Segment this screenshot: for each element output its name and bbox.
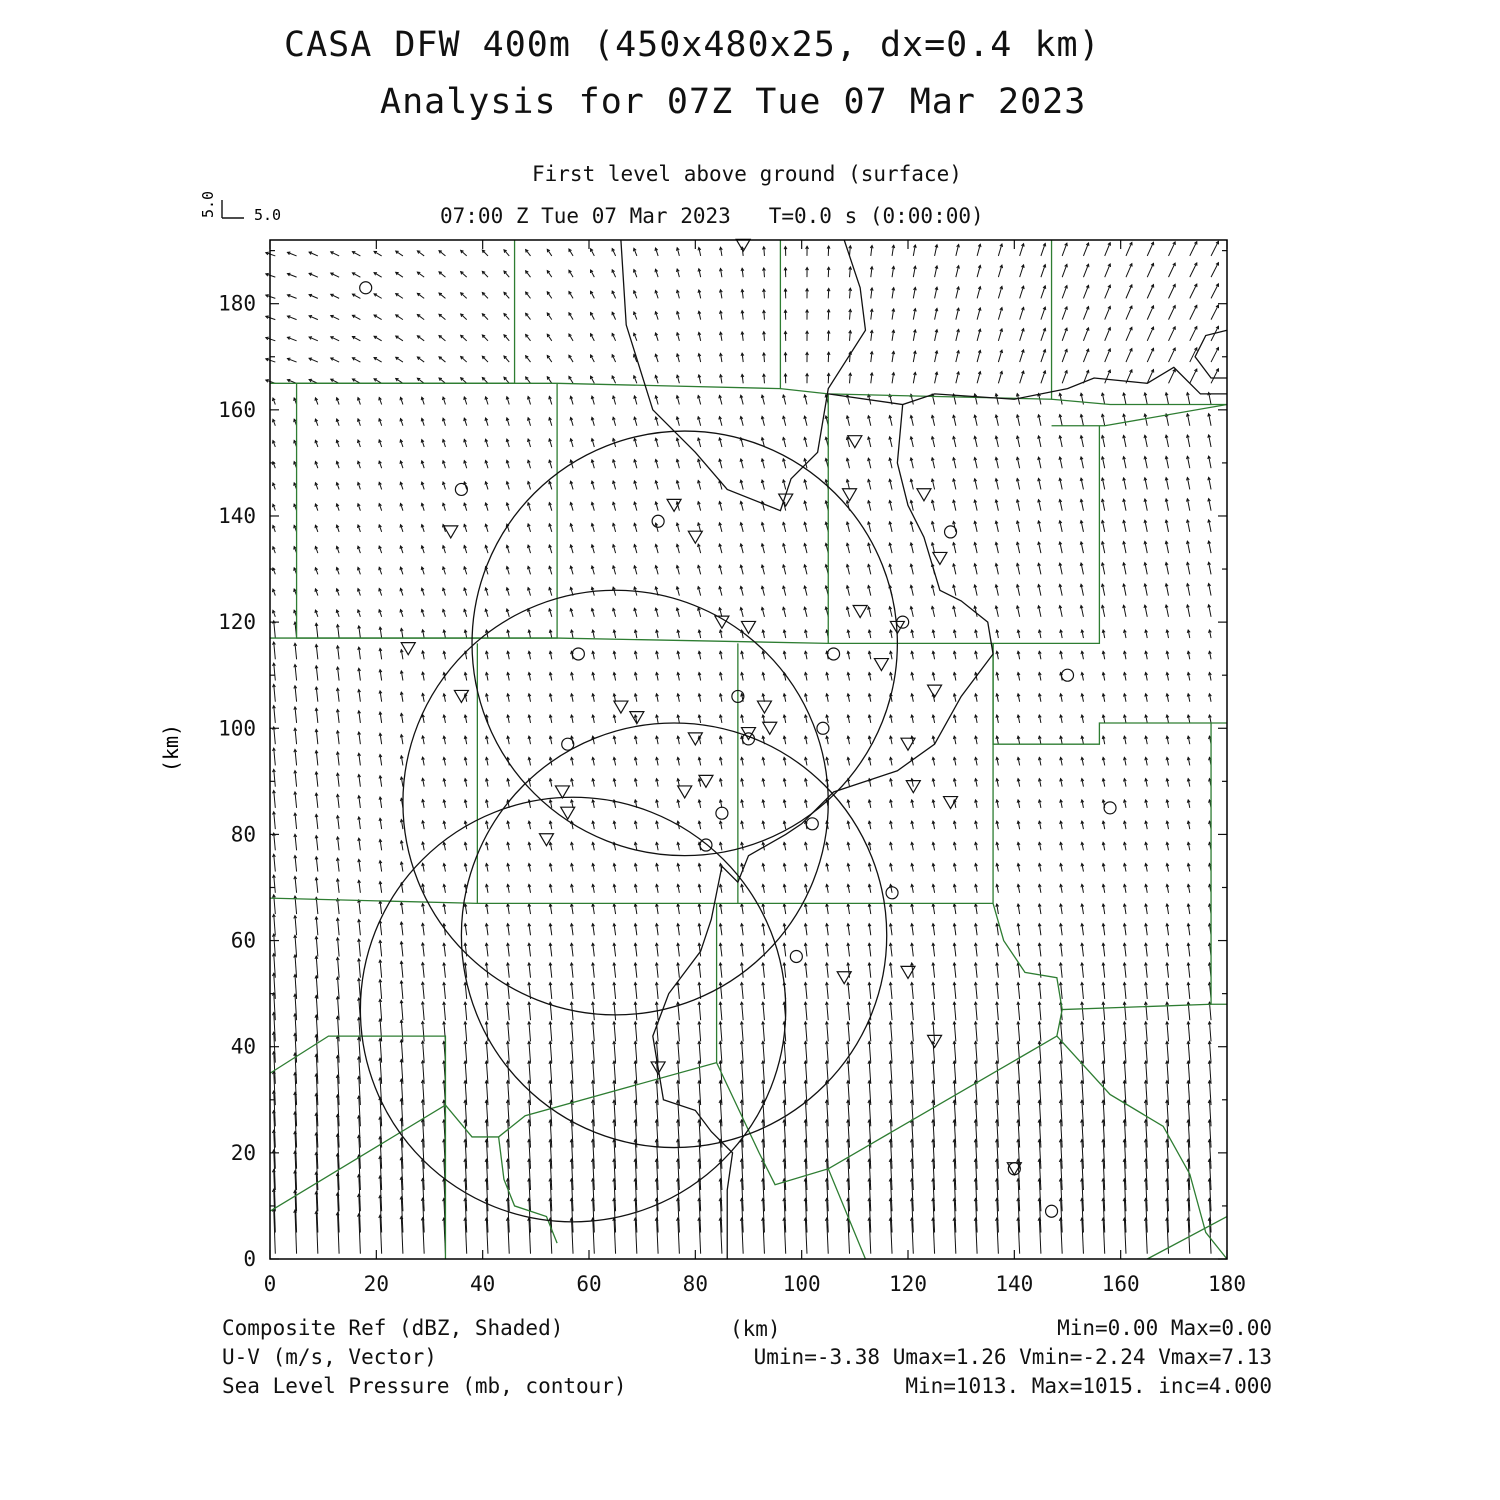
wind-vector [954, 1041, 956, 1062]
wind-vector [848, 1002, 850, 1020]
wind-vector [805, 1002, 807, 1020]
valid-time: 07:00 Z Tue 07 Mar 2023 T=0.0 s (0:00:00) [440, 204, 984, 228]
station-triangle [742, 621, 756, 633]
wind-vector [571, 1022, 573, 1042]
wind-vector [1082, 1041, 1084, 1062]
radar-ring [360, 797, 785, 1222]
wind-vector [699, 1002, 701, 1020]
wind-vector [593, 1041, 595, 1062]
wind-vector [720, 1041, 722, 1062]
wind-vector [763, 1002, 765, 1020]
wind-vector [1105, 349, 1110, 362]
wind-vector [1018, 1002, 1020, 1020]
wind-vector [635, 1022, 637, 1042]
wind-vector [1126, 264, 1132, 278]
station-triangle [757, 701, 771, 713]
wind-vector [805, 1022, 807, 1042]
wind-vector [1211, 263, 1218, 278]
wind-vector [1083, 349, 1088, 362]
wind-vector [401, 1001, 403, 1021]
wind-vector [763, 1041, 765, 1062]
wind-vector [1061, 1041, 1063, 1062]
wind-vector [593, 1002, 595, 1020]
wind-vector [635, 1041, 637, 1062]
wind-vector [1062, 264, 1067, 277]
wind-vector [1062, 286, 1067, 299]
wind-vector [1082, 1002, 1084, 1020]
wind-vector [1167, 1041, 1169, 1062]
wind-vector [1018, 1041, 1020, 1062]
wind-vector [614, 1022, 616, 1042]
wind-vector [976, 1041, 978, 1062]
wind-vector [699, 1022, 701, 1042]
wind-vector [1124, 1002, 1126, 1020]
wind-vector [1211, 241, 1218, 256]
wind-vector [1039, 1022, 1041, 1042]
wind-vector [1105, 243, 1110, 256]
wind-vector [401, 981, 403, 999]
wind-vector [699, 1041, 701, 1062]
field1-stats: Min=0.00 Max=0.00 [1057, 1316, 1272, 1340]
wind-vector [1169, 327, 1176, 341]
wind-vector [1105, 328, 1110, 341]
wind-vector [1188, 1041, 1190, 1062]
x-tick-label: 80 [682, 1272, 708, 1296]
wind-vector [550, 1022, 552, 1042]
wind-vector [529, 1041, 531, 1062]
wind-vector [720, 1022, 722, 1042]
x-tick-label: 40 [470, 1272, 496, 1296]
y-tick-label: 100 [218, 716, 256, 741]
wind-vector [1190, 242, 1197, 256]
wind-vector [997, 1002, 999, 1020]
wind-vector [1083, 328, 1088, 341]
wind-vector [1169, 263, 1176, 277]
wind-vector [1209, 1041, 1211, 1062]
station-triangle [853, 606, 867, 618]
wind-vector [1209, 1022, 1211, 1042]
wind-vector [571, 1041, 573, 1062]
wind-vector [1103, 1002, 1105, 1020]
station-triangle [736, 239, 750, 251]
y-tick-label: 0 [243, 1247, 256, 1271]
wind-vector [954, 1022, 956, 1042]
station-triangle [688, 531, 702, 543]
county-boundary [1052, 405, 1227, 426]
field2-stats: Umin=-3.38 Umax=1.26 Vmin=-2.24 Vmax=7.13 [753, 1345, 1272, 1369]
wind-vector [359, 978, 361, 999]
wind-vector [1083, 307, 1088, 320]
wind-vector [316, 956, 318, 978]
x-tick-label: 0 [263, 1272, 277, 1296]
wind-vector [912, 1022, 914, 1042]
y-tick-label: 160 [218, 397, 256, 422]
plot-frame [270, 240, 1227, 1259]
x-tick-label: 20 [363, 1272, 389, 1296]
wind-vector [1211, 369, 1218, 384]
field2-label: U-V (m/s, Vector) [222, 1345, 437, 1369]
y-axis-label: (km) [159, 723, 183, 773]
wind-vector [1190, 263, 1197, 277]
pressure-contours [621, 240, 1227, 1259]
wind-vector [1147, 306, 1153, 320]
wind-vector [742, 1022, 744, 1042]
wind-vector [1190, 369, 1197, 383]
wind-vector [784, 1041, 786, 1062]
station-circle [700, 839, 712, 851]
wind-vector [316, 917, 318, 935]
station-circle [897, 616, 909, 628]
y-tick-label: 140 [218, 503, 256, 528]
y-tick-label: 80 [230, 822, 256, 847]
wind-vector [1062, 349, 1067, 362]
county-boundary [1052, 399, 1227, 404]
wind-vector [529, 1022, 531, 1042]
wind-vector [274, 914, 276, 935]
wind-vector [465, 1002, 467, 1020]
wind-vector [423, 1021, 425, 1041]
wind-vector [444, 1002, 446, 1020]
wind-vector [529, 1002, 531, 1020]
wind-vector [997, 1041, 999, 1062]
wind-vector [869, 1022, 871, 1042]
wind-vector [890, 1041, 892, 1062]
wind-vector [1061, 1022, 1063, 1042]
level-subtitle: First level above ground (surface) [532, 162, 962, 186]
station-circle [716, 807, 728, 819]
station-triangle [848, 436, 862, 448]
wind-vector [1146, 1022, 1148, 1042]
station-circle [1062, 669, 1074, 681]
x-tick-label: 180 [1208, 1272, 1246, 1296]
wind-vector [338, 957, 340, 977]
wind-vector [976, 1002, 978, 1020]
station-triangle [843, 489, 857, 501]
wind-vector [614, 1002, 616, 1020]
wind-vector [742, 1002, 744, 1020]
station-triangle [874, 659, 888, 671]
wind-vector [423, 1002, 425, 1020]
county-boundary [270, 240, 515, 383]
y-tick-label: 60 [230, 928, 256, 953]
station-circle [790, 950, 802, 962]
wind-vector [316, 937, 318, 957]
wind-vector [933, 1022, 935, 1042]
wind-vector [1147, 285, 1153, 299]
wind-vector [1211, 284, 1218, 299]
wind-vector [593, 1022, 595, 1042]
wind-vector [1062, 307, 1067, 320]
wind-vector [1169, 348, 1176, 362]
field3-label: Sea Level Pressure (mb, contour) [222, 1374, 627, 1398]
station-circle [572, 648, 584, 660]
pressure-contour [653, 405, 993, 1259]
wind-vector [1167, 1022, 1169, 1042]
county-boundary [780, 240, 1051, 399]
field3-stats: Min=1013. Max=1015. inc=4.000 [905, 1374, 1272, 1398]
wind-vector [486, 1002, 488, 1020]
title-line-1: CASA DFW 400m (450x480x25, dx=0.4 km) [284, 25, 1101, 65]
wind-vector [1124, 1022, 1126, 1042]
y-tick-label: 20 [230, 1140, 256, 1165]
field1-label: Composite Ref (dBZ, Shaded) [222, 1316, 564, 1340]
wind-vector [1169, 306, 1176, 320]
wind-vector [1126, 349, 1132, 363]
wind-vector [763, 1022, 765, 1042]
wind-vector [933, 1002, 935, 1020]
wind-vector [295, 916, 297, 936]
wind-vector [614, 1041, 616, 1062]
wind-vector [1169, 242, 1176, 256]
wind-vector [1018, 1022, 1020, 1042]
station-circle [562, 738, 574, 750]
wind-vector [1146, 1002, 1148, 1020]
wind-vector [401, 1020, 403, 1041]
wind-vector [338, 938, 340, 957]
station-triangle [699, 775, 713, 787]
wind-vector [1147, 348, 1153, 362]
wind-vector [1103, 1022, 1105, 1042]
wind-vector [890, 1002, 892, 1020]
wind-vector [380, 999, 382, 1020]
wind-vector [997, 1022, 999, 1042]
wind-vector [1039, 1041, 1041, 1062]
wind-vector [1188, 1022, 1190, 1042]
wind-vector [1062, 328, 1067, 341]
station-triangle [917, 489, 931, 501]
station-circle [1046, 1205, 1058, 1217]
x-tick-label: 60 [576, 1272, 602, 1296]
wind-vector [912, 1002, 914, 1020]
wind-vector [1190, 327, 1197, 341]
wind-vector [1190, 284, 1197, 298]
wind-vector [635, 1002, 637, 1020]
station-triangle [555, 786, 569, 798]
x-axis-label: (km) [730, 1317, 781, 1341]
vector-key-u-label: 5.0 [254, 206, 282, 224]
station-circle [1104, 802, 1116, 814]
station-triangle [678, 786, 692, 798]
wind-vector [720, 1002, 722, 1020]
wind-vector [1062, 243, 1067, 256]
x-tick-label: 160 [1101, 1272, 1140, 1296]
vector-key [199, 191, 281, 224]
county-boundary [270, 1036, 360, 1073]
wind-vector [805, 1041, 807, 1062]
wind-vector [1190, 305, 1197, 319]
wind-vector [338, 977, 340, 999]
x-tick-label: 100 [782, 1272, 821, 1296]
station-circle [806, 818, 818, 830]
wind-vector [1124, 1041, 1126, 1062]
wind-vector [1039, 1002, 1041, 1020]
y-tick-label: 40 [230, 1034, 256, 1059]
pressure-contour [1195, 330, 1227, 378]
station-triangle [401, 643, 415, 655]
axis-tick-labels [218, 292, 1246, 1296]
station-circle [360, 282, 372, 294]
wind-vector [976, 1022, 978, 1042]
wind-vector [1211, 348, 1218, 363]
title-line-2: Analysis for 07Z Tue 07 Mar 2023 [380, 82, 1087, 122]
county-boundary [1211, 723, 1227, 1004]
wind-vector [869, 1041, 871, 1062]
county-boundary [1147, 1217, 1227, 1259]
wind-vector [1105, 285, 1110, 298]
wind-vector [508, 1022, 510, 1042]
station-circle [828, 648, 840, 660]
wind-vector [1126, 285, 1132, 299]
wind-vector [1082, 1022, 1084, 1042]
wind-vector [678, 1022, 680, 1042]
wind-vector [1105, 370, 1110, 383]
station-circle [455, 483, 467, 495]
station-circle [817, 722, 829, 734]
station-circle [652, 515, 664, 527]
wind-vector [1062, 371, 1067, 384]
wind-vector [1126, 327, 1132, 341]
wind-vector [742, 1041, 744, 1062]
wind-vector [508, 1002, 510, 1020]
wind-vector [1105, 264, 1110, 277]
wind-vector [465, 1041, 467, 1062]
wind-vector [1167, 1002, 1169, 1020]
wind-vector [423, 1041, 425, 1063]
y-tick-label: 180 [218, 291, 256, 316]
wind-vector [359, 959, 361, 978]
wind-vectors [266, 241, 1219, 1253]
wind-vector [1146, 1041, 1148, 1062]
wind-vector [1083, 264, 1088, 277]
wind-vector [1083, 285, 1088, 298]
radar-ring [461, 723, 886, 1148]
x-tick-label: 120 [889, 1272, 927, 1296]
y-tick-label: 120 [218, 610, 256, 635]
wind-vector [827, 1041, 829, 1062]
wind-vector [550, 1041, 552, 1062]
vector-key-v-label: 5.0 [199, 190, 217, 218]
county-boundaries [270, 240, 1227, 1259]
radar-range-rings [360, 431, 897, 1222]
station-circle [945, 526, 957, 538]
county-boundary [993, 903, 1211, 1009]
radar-ring [403, 590, 828, 1015]
wind-vector [1147, 327, 1153, 341]
wind-vector [848, 1022, 850, 1042]
station-triangle [444, 526, 458, 538]
wind-vector [890, 1022, 892, 1042]
wind-vector [508, 1041, 510, 1062]
wind-vector [1147, 263, 1153, 277]
wind-vector [465, 1022, 467, 1042]
wind-vector [678, 1041, 680, 1062]
x-tick-label: 140 [995, 1272, 1034, 1296]
wind-vector [1126, 306, 1132, 320]
station-triangle [614, 701, 628, 713]
station-triangle [763, 722, 777, 734]
county-boundary [993, 643, 1227, 744]
wind-vector [954, 1002, 956, 1020]
wind-vector [827, 1022, 829, 1042]
wind-vector [1169, 369, 1176, 383]
wind-vector [295, 935, 297, 956]
county-boundary [297, 240, 781, 389]
station-triangle [933, 552, 947, 564]
wind-vector [1126, 242, 1132, 256]
wind-vector [380, 980, 382, 999]
axis-ticks [270, 240, 1227, 1259]
wind-vector [827, 1002, 829, 1020]
wind-vector [912, 1041, 914, 1062]
wind-vector [486, 1041, 488, 1062]
county-boundary [499, 1137, 557, 1243]
wind-vector [1211, 305, 1218, 320]
wind-vector [1083, 243, 1088, 256]
wind-vector [1105, 306, 1110, 319]
wind-vector [848, 1041, 850, 1062]
wind-vector [1103, 1041, 1105, 1062]
wind-vector [1169, 284, 1176, 298]
wind-vector [1147, 242, 1153, 256]
